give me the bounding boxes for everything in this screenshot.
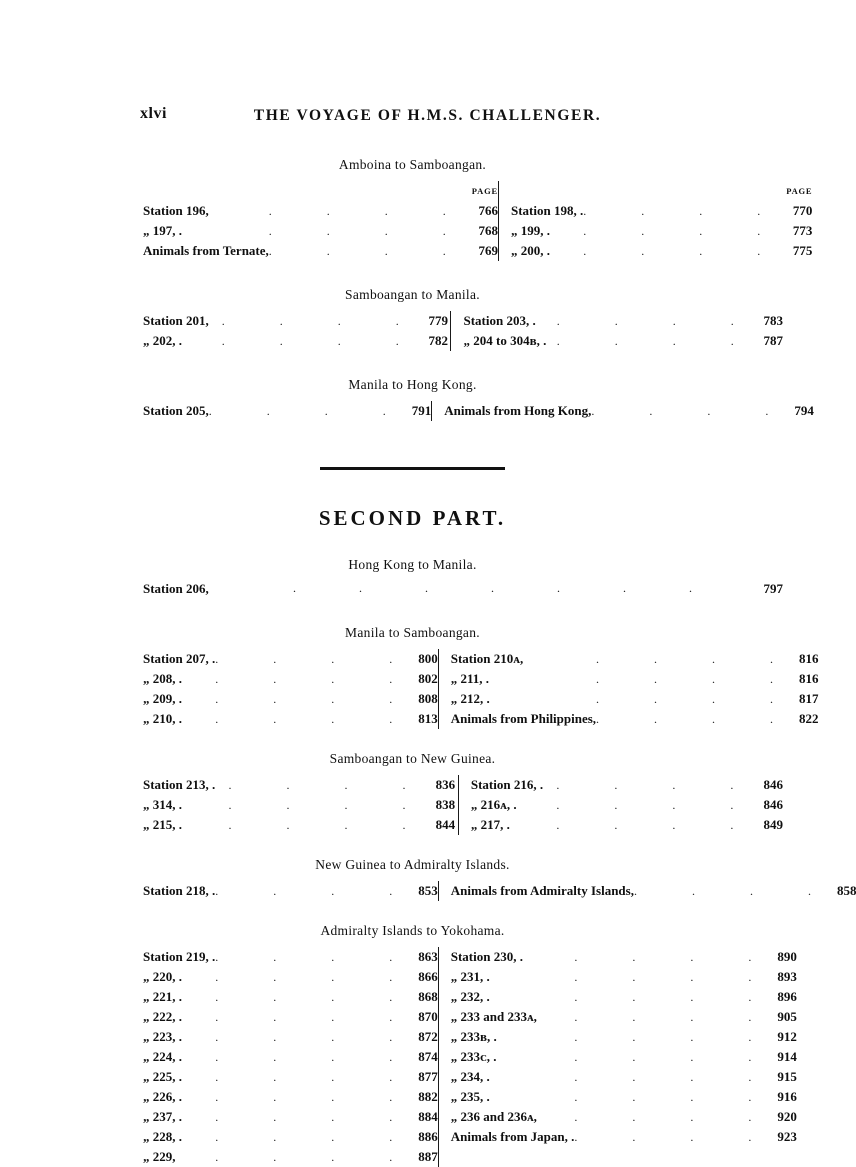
entry-table (143, 401, 814, 421)
leader-dots: . . . . (556, 778, 760, 792)
leader-dots: . . . . (215, 1130, 419, 1144)
entry-page: 769 (478, 243, 498, 258)
leader-dots: . . . . (215, 1090, 419, 1104)
section-title: New Guinea to Admiralty Islands. (315, 857, 510, 872)
leader-dots: . . . . (228, 798, 432, 812)
part-title: SECOND PART. (318, 506, 507, 530)
entry-page: 863 (418, 949, 438, 964)
entry-label: „ 221, . (143, 989, 182, 1004)
entry-page: 905 (777, 1009, 797, 1024)
leader-dots: . . . . (556, 334, 760, 348)
entry-table (143, 947, 797, 1167)
entry-page: 884 (418, 1109, 438, 1124)
leader-dots: . . . . (574, 1030, 778, 1044)
entry-page: 920 (777, 1109, 797, 1124)
entry-page: 849 (763, 817, 783, 832)
table-row (143, 331, 783, 351)
page-col-label-left: PAGE (471, 186, 498, 196)
table-row (143, 947, 797, 967)
entry-page: 787 (763, 333, 783, 348)
entry-page: 838 (435, 797, 456, 812)
entry-label: Animals from Philippines, (438, 709, 596, 729)
entry-label: „ 220, . (143, 969, 182, 984)
leader-dots: . . . . (215, 712, 419, 726)
entry-page: 836 (435, 777, 456, 792)
folio-number: xlvi (140, 105, 167, 122)
entry-label: „ 211, . (438, 669, 596, 689)
entry-page: 915 (777, 1069, 797, 1084)
entry-page: 775 (792, 243, 813, 258)
leader-dots: . . . . (574, 1050, 778, 1064)
entry-page: 882 (418, 1089, 438, 1104)
entry-label: „ 208, . (143, 671, 182, 686)
table-row (143, 795, 783, 815)
table-row (143, 241, 812, 261)
leader-dots: . . . . (596, 652, 800, 666)
entry-label: „ 235, . (438, 1087, 574, 1107)
leader-dots: . . . . (221, 334, 425, 348)
entry-label: „ 232, . (438, 987, 574, 1007)
entry-page: 770 (792, 203, 813, 218)
table-row (143, 775, 783, 795)
entry-label: „ 224, . (143, 1049, 182, 1064)
table-row (143, 689, 819, 709)
entry-label: Station 201, (143, 313, 209, 328)
leader-dots: . . . . (574, 1010, 778, 1024)
entry-label: „ 225, . (143, 1069, 182, 1084)
entry-label: Station 213, . (143, 777, 216, 792)
entry-page: 853 (418, 883, 438, 898)
section-divider-rule (320, 467, 505, 470)
entry-page: 816 (799, 671, 819, 686)
entry-page: 768 (478, 223, 498, 238)
table-row (143, 311, 783, 331)
entry-page: 912 (777, 1029, 797, 1044)
entry-label: „ 226, . (143, 1089, 182, 1104)
entry-table (143, 775, 783, 835)
table-row (143, 1147, 797, 1167)
table-row (143, 1047, 797, 1067)
entry-label: Station 207, . (143, 651, 216, 666)
entry-label: „ 209, . (143, 691, 182, 706)
leader-dots: . . . . (215, 950, 419, 964)
entry-label: Station 205, (143, 403, 209, 418)
entry-label: „ 223, . (143, 1029, 182, 1044)
entry-page: 797 (763, 581, 783, 596)
entry-label: Station 203, . (451, 311, 557, 331)
entry-label: „ 212, . (438, 689, 596, 709)
table-row (143, 881, 856, 901)
entry-page: 846 (763, 777, 783, 792)
entry-page: 844 (435, 817, 456, 832)
entry-page: 874 (418, 1049, 438, 1064)
entry-page: 816 (799, 651, 819, 666)
entry-label: „ 217, . (458, 815, 556, 835)
entry-page: 886 (418, 1129, 438, 1144)
page-header-row (143, 181, 812, 201)
leader-dots: . . . . (596, 692, 800, 706)
entry-label: „ 234, . (438, 1067, 574, 1087)
entry-page: 858 (836, 883, 856, 898)
entry-page: 887 (418, 1149, 438, 1164)
entry-label: Station 206, (143, 581, 209, 596)
entry-page: 916 (777, 1089, 797, 1104)
entry-table (143, 881, 856, 901)
table-row (143, 967, 797, 987)
leader-dots: . . . . (228, 778, 432, 792)
entry-page: 822 (799, 711, 819, 726)
entry-table (143, 311, 783, 351)
entry-page: 782 (428, 333, 449, 348)
entry-page: 872 (418, 1029, 438, 1044)
entry-page: 866 (418, 969, 438, 984)
entry-label: „ 228, . (143, 1129, 182, 1144)
page-header (55, 105, 770, 131)
leader-dots: . . . . (574, 1110, 778, 1124)
section-title: Amboina to Samboangan. (338, 157, 487, 172)
entry-label: Animals from Admiralty Islands, (438, 881, 634, 901)
leader-dots: . . . . (215, 672, 419, 686)
leader-dots: . . . . (208, 404, 412, 418)
entry-page: 808 (418, 691, 438, 706)
table-row (143, 1087, 797, 1107)
table-row (143, 987, 797, 1007)
entry-page: 923 (777, 1129, 797, 1144)
leader-dots: . . . . (596, 712, 800, 726)
entry-page: 893 (777, 969, 797, 984)
entry-page: 791 (411, 403, 432, 418)
leader-dots: . . . . (215, 1150, 419, 1164)
leader-dots: . . . . (633, 884, 837, 898)
table-row (143, 709, 819, 729)
table-row (143, 815, 783, 835)
table-row (143, 1007, 797, 1027)
entry-label: Station 210ᴀ, (438, 649, 596, 669)
entry-label: Animals from Hong Kong, (432, 401, 592, 421)
table-row (143, 649, 819, 669)
section-title: Manila to Hong Kong. (348, 377, 477, 392)
table-row (143, 401, 814, 421)
entry-page: 846 (763, 797, 783, 812)
leader-dots: . . . . (215, 884, 419, 898)
entry-label: „ 222, . (143, 1009, 182, 1024)
table-row (143, 1067, 797, 1087)
entry-label: „ 210, . (143, 711, 182, 726)
section-title: Hong Kong to Manila. (348, 557, 477, 572)
table-row (143, 669, 819, 689)
leader-dots: . . . . (596, 672, 800, 686)
table-row (143, 1027, 797, 1047)
leader-dots: . . . . (215, 1030, 419, 1044)
section-title: Manila to Samboangan. (345, 625, 480, 640)
entry-page: 896 (777, 989, 797, 1004)
leader-dots: . . . . (583, 204, 787, 218)
entry-label: Station 198, . (498, 201, 583, 221)
leader-dots: . . . . (556, 314, 760, 328)
leader-dots: . . . . (574, 1130, 778, 1144)
leader-dots: . . . . (215, 1010, 419, 1024)
leader-dots: . . . . (228, 818, 432, 832)
entry-page: 813 (418, 711, 438, 726)
page-col-label-right: PAGE (786, 186, 813, 196)
entry-label: „ 236 and 236ᴀ, (438, 1107, 574, 1127)
entry-label: „ 314, . (143, 797, 182, 812)
leader-dots: . . . . (556, 818, 760, 832)
entry-page: 868 (418, 989, 438, 1004)
entry-page: 800 (418, 651, 438, 666)
section-title: Samboangan to Manila. (345, 287, 480, 302)
leader-dots: . . . . (583, 244, 787, 258)
entry-label: „ 200, . (498, 241, 583, 261)
entry-table (143, 649, 819, 729)
leader-dots: . . . . (215, 1110, 419, 1124)
leader-dots: . . . . (574, 1090, 778, 1104)
table-row (143, 1107, 797, 1127)
leader-dots: . . . . (268, 204, 472, 218)
leader-dots: . . . . (574, 950, 778, 964)
entry-page: 794 (794, 403, 814, 418)
leader-dots: . . . . . . . (293, 581, 722, 595)
entry-label: „ 204 to 304ʙ, . (451, 331, 557, 351)
entry-label: Animals from Ternate, (143, 243, 269, 258)
leader-dots: . . . . (591, 404, 795, 418)
entry-label: Station 219, . (143, 949, 216, 964)
leader-dots: . . . . (221, 314, 425, 328)
section-title: Admiralty Islands to Yokohama. (320, 923, 505, 938)
leader-dots: . . . . (215, 1070, 419, 1084)
entry-label: „ 216ᴀ, . (458, 795, 556, 815)
entry-page: 914 (777, 1049, 797, 1064)
leader-dots: . . . . (268, 244, 472, 258)
leader-dots: . . . . (574, 1070, 778, 1084)
leader-dots: . . . . (574, 990, 778, 1004)
entry-row-wide (143, 581, 783, 603)
entry-label: „ 215, . (143, 817, 182, 832)
entry-page: 890 (777, 949, 797, 964)
table-row (143, 221, 812, 241)
entry-page: 766 (478, 203, 498, 218)
leader-dots: . . . . (215, 1050, 419, 1064)
entry-label: „ 231, . (438, 967, 574, 987)
table-row (143, 201, 812, 221)
leader-dots: . . . . (215, 652, 419, 666)
entry-label: Station 196, (143, 203, 209, 218)
entry-label: „ 197, . (143, 223, 182, 238)
entry-page: 870 (418, 1009, 438, 1024)
leader-dots: . . . . (215, 970, 419, 984)
entry-table (143, 181, 812, 261)
running-head: THE VOYAGE OF H.M.S. CHALLENGER. (253, 107, 602, 124)
leader-dots: . . . . (215, 692, 419, 706)
entry-label: „ 237, . (143, 1109, 182, 1124)
entry-label: „ 202, . (143, 333, 182, 348)
leader-dots: . . . . (583, 224, 787, 238)
entry-label: Animals from Japan, . (438, 1127, 574, 1147)
entry-page: 877 (418, 1069, 438, 1084)
entry-page: 783 (763, 313, 783, 328)
leader-dots: . . . . (574, 970, 778, 984)
entry-label: Station 216, . (458, 775, 556, 795)
entry-label: „ 233 and 233ᴀ, (438, 1007, 574, 1027)
entry-page: 817 (799, 691, 819, 706)
section-title: Samboangan to New Guinea. (329, 751, 496, 766)
leader-dots: . . . . (556, 798, 760, 812)
table-row (143, 1127, 797, 1147)
entry-page: 779 (428, 313, 449, 328)
leader-dots: . . . . (215, 990, 419, 1004)
leader-dots: . . . . (268, 224, 472, 238)
entry-label: Station 218, . (143, 883, 216, 898)
entry-page: 773 (792, 223, 813, 238)
entry-label: „ 199, . (498, 221, 583, 241)
entry-page: 802 (418, 671, 438, 686)
entry-label: „ 233ʙ, . (438, 1027, 574, 1047)
entry-label: „ 233ᴄ, . (438, 1047, 574, 1067)
entry-label: „ 229, (143, 1149, 176, 1164)
entry-label: Station 230, . (438, 947, 574, 967)
